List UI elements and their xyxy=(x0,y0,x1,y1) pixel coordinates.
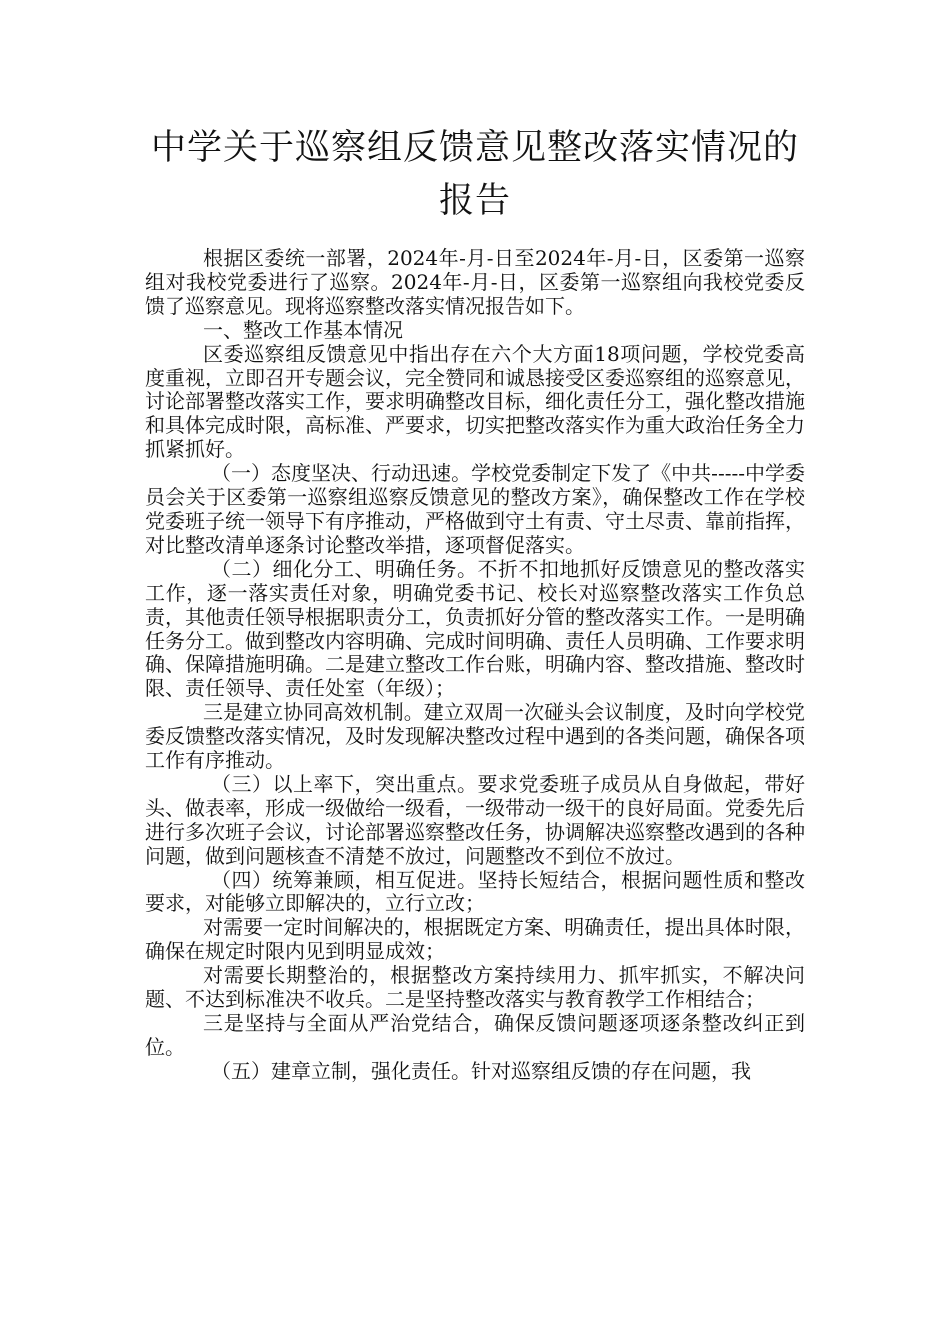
paragraph: 对需要一定时间解决的，根据既定方案、明确责任，提出具体时限，确保在规定时限内见到明显成效； xyxy=(145,915,805,964)
paragraph: 三是建立协同高效机制。建立双周一次碰头会议制度，及时向学校党委反馈整改落实情况，及时发现解决整改过程中遇到的各类问题，确保各项工作有序推动。 xyxy=(145,700,805,773)
paragraph: （五）建章立制，强化责任。针对巡察组反馈的存在问题，我 xyxy=(211,1058,751,1083)
paragraph: （一）态度坚决、行动迅速。学校党委制定下发了《中共-----中学委员会关于区委第一巡察组巡察反馈意见的整改方案》，确保整改工作在学校党委班子统一领导下有序推动，严格做到守土有责、守土尽责、靠前指挥，对比整改清单逐条讨论整改举措，逐项督促落实。 xyxy=(145,461,805,557)
title-line-2: 报告 xyxy=(438,181,511,221)
paragraph: 三是坚持与全面从严治党结合，确保反馈问题逐项逐条整改纠正到位。 xyxy=(145,1011,805,1059)
paragraph: （三）以上率下，突出重点。要求党委班子成员从自身做起，带好头、做表率，形成一级做给一级看，一级带动一级干的良好局面。党委先后进行多次班子会议，讨论部署巡察整改任务，协调解决巡察整改遇到的各种问题，做到问题核查不清楚不放过，问题整改不到位不放过。 xyxy=(145,771,805,868)
document-body xyxy=(145,247,805,1084)
paragraph: 区委巡察组反馈意见中指出存在六个大方面18项问题，学校党委高度重视，立即召开专题会议，完全赞同和诚恳接受区委巡察组的巡察意见，讨论部署整改落实工作，要求明确整改目标，细化责任分工，强化整改措施和具体完成时限，高标准、严要求，切实把整改落实作为重大政治任务全力抓紧抓好。 xyxy=(145,341,805,462)
paragraph-intro: 根据区委统一部署，2024年-月-日至2024年-月-日，区委第一巡察组对我校党委进行了巡察。2024年-月-日，区委第一巡察组向我校党委反馈了巡察意见。现将巡察整改落实情况报告如下。 xyxy=(145,246,805,318)
title-line-1: 中学关于巡察组反馈意见整改落实情况的 xyxy=(150,128,799,168)
document-title xyxy=(0,122,950,228)
paragraph: 对需要长期整治的，根据整改方案持续用力、抓牢抓实，不解决问题、不达到标准决不收兵。二是坚持整改落实与教育教学工作相结合； xyxy=(145,963,805,1012)
paragraph: （二）细化分工、明确任务。不折不扣地抓好反馈意见的整改落实工作，逐一落实责任对象，明确党委书记、校长对巡察整改落实工作负总责，其他责任领导根据职责分工，负责抓好分管的整改落实工作。一是明确任务分工。做到整改内容明确、完成时间明确、责任人员明确、工作要求明确、保障措施明确。二是建立整改工作台账，明确内容、整改措施、整改时限、责任领导、责任处室（年级）； xyxy=(145,556,805,701)
section-heading: 一、整改工作基本情况 xyxy=(203,317,403,342)
paragraph: （四）统筹兼顾，相互促进。坚持长短结合，根据问题性质和整改要求，对能够立即解决的，立行立改； xyxy=(145,867,805,916)
